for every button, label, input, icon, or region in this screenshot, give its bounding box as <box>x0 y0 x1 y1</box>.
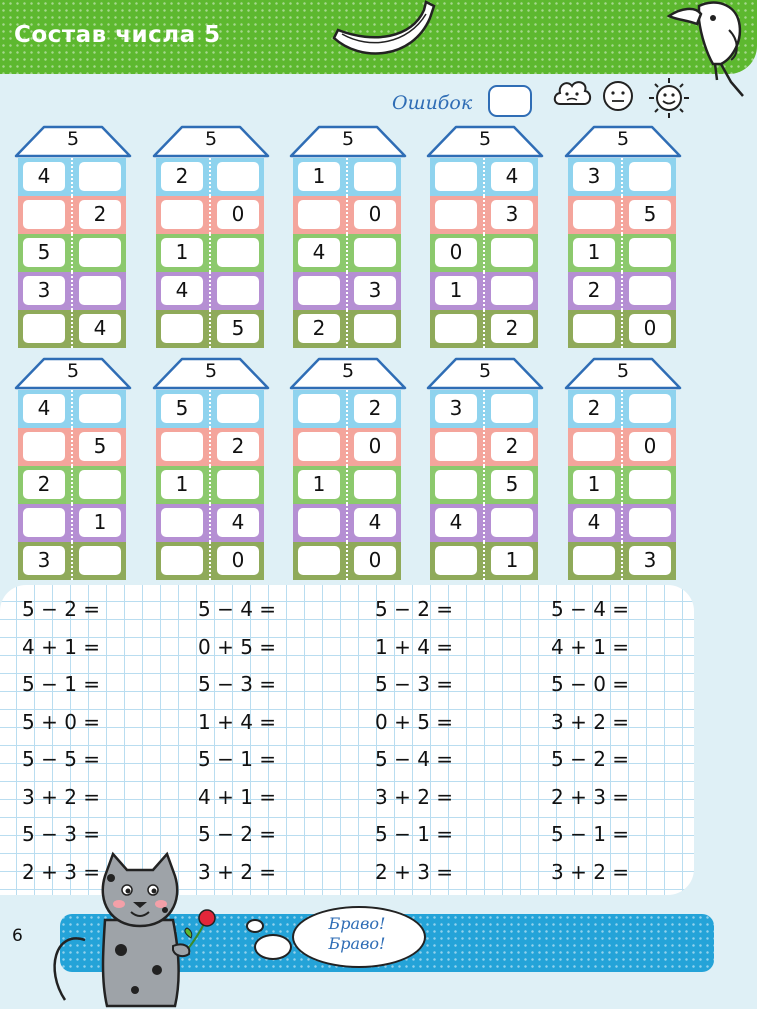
floor-divider <box>483 428 485 466</box>
floor-cell-right: 2 <box>217 432 259 461</box>
floor-divider <box>209 158 211 196</box>
floor-divider <box>209 272 211 310</box>
house-floor <box>293 390 401 428</box>
floor-cell-left[interactable] <box>435 200 477 229</box>
house-floor <box>18 196 126 234</box>
house-floor <box>430 504 538 542</box>
cat-illustration <box>45 850 230 1009</box>
house-floors <box>568 390 676 580</box>
floor-divider <box>346 390 348 428</box>
floor-divider <box>346 158 348 196</box>
floor-cell-right: 4 <box>217 508 259 537</box>
floor-cell-left[interactable] <box>298 432 340 461</box>
bubble-line-1: Браво! <box>328 914 386 933</box>
floor-cell-right[interactable] <box>491 276 533 305</box>
floor-cell-right: 1 <box>79 508 121 537</box>
house-floors <box>156 158 264 348</box>
house-floor <box>293 542 401 580</box>
page-number: 6 <box>12 926 23 946</box>
floor-cell-right[interactable] <box>79 162 121 191</box>
house-floor <box>156 272 264 310</box>
floor-divider <box>621 466 623 504</box>
floor-cell-left[interactable] <box>298 200 340 229</box>
equation[interactable]: 5 − 5 = <box>22 747 101 771</box>
floor-cell-left: 1 <box>298 162 340 191</box>
floor-divider <box>346 272 348 310</box>
floor-divider <box>209 196 211 234</box>
floor-cell-left: 5 <box>161 394 203 423</box>
floor-cell-right: 2 <box>354 394 396 423</box>
roof-number: 5 <box>66 360 80 382</box>
floor-cell-right[interactable] <box>217 470 259 499</box>
floor-cell-left: 4 <box>23 394 65 423</box>
equation[interactable]: 1 + 4 = <box>375 634 454 659</box>
floor-cell-left: 3 <box>573 162 615 191</box>
number-house <box>14 357 132 577</box>
house-floor <box>293 310 401 348</box>
floor-divider <box>621 504 623 542</box>
equation[interactable]: 5 − 3 = <box>375 672 454 696</box>
house-floor <box>568 504 676 542</box>
equation[interactable]: 3 + 2 = <box>551 859 630 884</box>
floor-cell-left: 5 <box>23 238 65 267</box>
house-floor <box>430 466 538 504</box>
equation[interactable]: 5 − 2 = <box>551 747 630 771</box>
floor-divider <box>483 390 485 428</box>
floor-divider <box>71 158 73 196</box>
floor-cell-left: 4 <box>23 162 65 191</box>
house-floor <box>293 428 401 466</box>
number-house <box>426 357 544 577</box>
floor-cell-left[interactable] <box>435 546 477 575</box>
floor-cell-right: 0 <box>629 314 671 343</box>
house-floor <box>430 542 538 580</box>
floor-divider <box>71 196 73 234</box>
banana-icon <box>330 0 445 70</box>
floor-cell-left[interactable] <box>298 508 340 537</box>
floor-divider <box>71 504 73 542</box>
floor-cell-right[interactable] <box>217 162 259 191</box>
header-banner <box>0 0 757 74</box>
equation[interactable]: 5 − 1 = <box>22 672 101 696</box>
house-floor <box>18 158 126 196</box>
roof-number: 5 <box>341 128 355 150</box>
floor-divider <box>621 158 623 196</box>
floor-cell-left: 4 <box>161 276 203 305</box>
equation[interactable]: 5 − 3 = <box>22 822 101 846</box>
floor-cell-left[interactable] <box>23 508 65 537</box>
floor-cell-left[interactable] <box>161 546 203 575</box>
floor-divider <box>346 466 348 504</box>
floor-cell-right[interactable] <box>79 546 121 575</box>
roof-number: 5 <box>66 128 80 150</box>
floor-divider <box>209 504 211 542</box>
house-floor <box>156 196 264 234</box>
equation[interactable]: 5 + 0 = <box>22 709 101 734</box>
floor-cell-left: 4 <box>435 508 477 537</box>
floor-cell-right: 0 <box>354 432 396 461</box>
thought-bubble-dot <box>254 934 292 960</box>
house-floor <box>18 466 126 504</box>
floor-cell-left[interactable] <box>161 314 203 343</box>
floor-divider <box>483 234 485 272</box>
floor-divider <box>483 504 485 542</box>
number-house <box>426 125 544 345</box>
house-floor <box>568 158 676 196</box>
house-floor <box>568 466 676 504</box>
roof-number: 5 <box>616 128 630 150</box>
floor-cell-left[interactable] <box>161 200 203 229</box>
floor-divider <box>346 428 348 466</box>
floor-cell-left[interactable] <box>573 546 615 575</box>
equation[interactable]: 3 + 2 = <box>22 784 101 809</box>
floor-cell-right: 5 <box>79 432 121 461</box>
floor-divider <box>621 272 623 310</box>
floor-divider <box>209 428 211 466</box>
floor-cell-left: 2 <box>23 470 65 499</box>
equation[interactable]: 5 − 2 = <box>198 822 277 846</box>
floor-cell-right[interactable] <box>217 394 259 423</box>
floor-cell-left: 1 <box>573 470 615 499</box>
floor-cell-left: 1 <box>435 276 477 305</box>
floor-divider <box>346 542 348 580</box>
neutral-face-icon[interactable] <box>600 76 636 112</box>
floor-cell-left[interactable] <box>23 432 65 461</box>
house-floor <box>156 504 264 542</box>
floor-divider <box>621 234 623 272</box>
house-floor <box>568 542 676 580</box>
floor-cell-right: 0 <box>354 546 396 575</box>
floor-divider <box>209 466 211 504</box>
floor-cell-left: 1 <box>573 238 615 267</box>
equation[interactable]: 5 − 1 = <box>375 822 454 846</box>
floor-cell-left[interactable] <box>573 314 615 343</box>
floor-cell-right[interactable] <box>354 470 396 499</box>
floor-cell-right[interactable] <box>79 276 121 305</box>
floor-cell-right[interactable] <box>491 238 533 267</box>
floor-divider <box>71 390 73 428</box>
floor-divider <box>209 234 211 272</box>
thought-bubble-dot <box>246 919 264 933</box>
floor-cell-right: 3 <box>629 546 671 575</box>
house-floor <box>156 390 264 428</box>
floor-divider <box>209 390 211 428</box>
floor-cell-right[interactable] <box>629 162 671 191</box>
floor-cell-left: 3 <box>23 276 65 305</box>
floor-cell-right: 0 <box>629 432 671 461</box>
bubble-line-2: Браво! <box>328 934 386 953</box>
equation[interactable]: 3 + 2 = <box>551 709 630 734</box>
floor-divider <box>621 542 623 580</box>
floor-divider <box>483 466 485 504</box>
number-house <box>289 125 407 345</box>
number-house <box>564 125 682 345</box>
equation[interactable]: 5 − 1 = <box>198 747 277 771</box>
floor-cell-left: 2 <box>298 314 340 343</box>
equation[interactable]: 5 − 4 = <box>375 747 454 771</box>
equation[interactable]: 3 + 2 = <box>375 784 454 809</box>
house-floors <box>293 390 401 580</box>
floor-divider <box>346 196 348 234</box>
floor-cell-right: 0 <box>354 200 396 229</box>
floor-cell-left: 0 <box>435 238 477 267</box>
floor-cell-right: 2 <box>79 200 121 229</box>
number-house <box>14 125 132 345</box>
house-floor <box>430 234 538 272</box>
floor-cell-right: 3 <box>491 200 533 229</box>
number-house <box>152 357 270 577</box>
house-floor <box>430 390 538 428</box>
house-floor <box>293 196 401 234</box>
number-house <box>564 357 682 577</box>
errors-count-box[interactable] <box>488 85 532 117</box>
house-floors <box>568 158 676 348</box>
cloud-face-icon[interactable] <box>552 76 592 112</box>
errors-label: Ошибок <box>392 92 473 114</box>
floor-cell-left[interactable] <box>161 508 203 537</box>
equation[interactable]: 5 − 4 = <box>551 597 630 621</box>
house-floor <box>293 504 401 542</box>
floor-divider <box>71 542 73 580</box>
floor-cell-left[interactable] <box>435 432 477 461</box>
floor-divider <box>621 390 623 428</box>
house-floor <box>293 158 401 196</box>
house-floor <box>156 310 264 348</box>
house-floor <box>568 234 676 272</box>
floor-cell-left: 1 <box>161 470 203 499</box>
equation[interactable]: 3 + 2 = <box>198 859 277 884</box>
floor-cell-right[interactable] <box>491 394 533 423</box>
floor-divider <box>621 196 623 234</box>
floor-cell-right[interactable] <box>354 162 396 191</box>
house-floor <box>568 196 676 234</box>
floor-cell-right: 2 <box>491 314 533 343</box>
floor-cell-right[interactable] <box>491 508 533 537</box>
floor-cell-left[interactable] <box>435 314 477 343</box>
house-floor <box>568 390 676 428</box>
house-floors <box>293 158 401 348</box>
floor-cell-right[interactable] <box>629 276 671 305</box>
floor-cell-right[interactable] <box>354 314 396 343</box>
floor-cell-left[interactable] <box>573 432 615 461</box>
house-floor <box>293 466 401 504</box>
house-floor <box>18 542 126 580</box>
floor-cell-right[interactable] <box>79 470 121 499</box>
floor-divider <box>209 542 211 580</box>
house-floor <box>293 272 401 310</box>
equation-column <box>551 597 629 897</box>
floor-cell-right[interactable] <box>217 238 259 267</box>
floor-divider <box>71 428 73 466</box>
floor-cell-left[interactable] <box>298 546 340 575</box>
equation[interactable]: 2 + 3 = <box>375 859 454 884</box>
floor-cell-left: 3 <box>435 394 477 423</box>
sun-face-icon[interactable] <box>644 76 694 120</box>
floor-divider <box>71 310 73 348</box>
roof-number: 5 <box>204 360 218 382</box>
floor-cell-left[interactable] <box>298 394 340 423</box>
house-floor <box>18 428 126 466</box>
house-floor <box>156 542 264 580</box>
floor-divider <box>483 310 485 348</box>
page-title: Состав числа 5 <box>14 22 221 48</box>
floor-divider <box>71 466 73 504</box>
number-house <box>289 357 407 577</box>
roof-number: 5 <box>204 128 218 150</box>
roof-number: 5 <box>616 360 630 382</box>
equation[interactable]: 2 + 3 = <box>22 859 101 884</box>
floor-cell-right: 5 <box>217 314 259 343</box>
house-floor <box>430 158 538 196</box>
floor-cell-left: 2 <box>161 162 203 191</box>
house-floor <box>156 466 264 504</box>
floor-cell-left: 2 <box>573 394 615 423</box>
roof-number: 5 <box>341 360 355 382</box>
floor-cell-left[interactable] <box>161 432 203 461</box>
house-floor <box>156 428 264 466</box>
house-floors <box>18 390 126 580</box>
equation[interactable]: 5 − 2 = <box>375 597 454 621</box>
floor-divider <box>71 234 73 272</box>
floor-cell-right[interactable] <box>629 470 671 499</box>
equation[interactable]: 4 + 1 = <box>22 634 101 659</box>
floor-cell-right: 5 <box>491 470 533 499</box>
house-floor <box>18 234 126 272</box>
floor-cell-left[interactable] <box>435 162 477 191</box>
floor-divider <box>346 234 348 272</box>
house-floors <box>430 158 538 348</box>
equation[interactable]: 5 − 0 = <box>551 672 630 696</box>
house-floors <box>18 158 126 348</box>
floor-cell-left[interactable] <box>23 200 65 229</box>
roof-number: 5 <box>478 360 492 382</box>
house-floor <box>18 390 126 428</box>
floor-cell-left: 2 <box>573 276 615 305</box>
house-floor <box>430 310 538 348</box>
equation[interactable]: 5 − 1 = <box>551 822 630 846</box>
floor-cell-right: 2 <box>491 432 533 461</box>
floor-cell-right: 1 <box>491 546 533 575</box>
floor-cell-left: 3 <box>23 546 65 575</box>
floor-cell-left[interactable] <box>435 470 477 499</box>
house-floor <box>293 234 401 272</box>
equation[interactable]: 4 + 1 = <box>551 634 630 659</box>
floor-cell-left: 4 <box>573 508 615 537</box>
floor-cell-right: 4 <box>79 314 121 343</box>
equation[interactable]: 5 − 4 = <box>198 597 277 621</box>
house-floor <box>18 310 126 348</box>
floor-cell-right[interactable] <box>79 238 121 267</box>
floor-cell-right[interactable] <box>629 394 671 423</box>
house-floor <box>568 272 676 310</box>
equation-column <box>375 597 453 897</box>
house-floor <box>430 428 538 466</box>
floor-divider <box>621 310 623 348</box>
floor-cell-right: 0 <box>217 200 259 229</box>
house-floor <box>156 158 264 196</box>
floor-divider <box>346 310 348 348</box>
floor-cell-right: 4 <box>354 508 396 537</box>
floor-divider <box>346 504 348 542</box>
floor-cell-left[interactable] <box>298 276 340 305</box>
floor-divider <box>483 542 485 580</box>
floor-cell-left: 1 <box>161 238 203 267</box>
floor-divider <box>71 272 73 310</box>
house-floors <box>430 390 538 580</box>
house-floor <box>18 272 126 310</box>
equation[interactable]: 0 + 5 = <box>198 634 277 659</box>
equation[interactable]: 0 + 5 = <box>375 709 454 734</box>
floor-cell-right[interactable] <box>79 394 121 423</box>
speech-bubble-text <box>292 914 422 954</box>
house-floor <box>156 234 264 272</box>
floor-cell-left[interactable] <box>23 314 65 343</box>
equation[interactable]: 5 − 3 = <box>198 672 277 696</box>
equation[interactable]: 1 + 4 = <box>198 709 277 734</box>
house-floor <box>430 272 538 310</box>
number-house <box>152 125 270 345</box>
floor-cell-left[interactable] <box>573 200 615 229</box>
floor-cell-left: 1 <box>298 470 340 499</box>
floor-cell-right: 0 <box>217 546 259 575</box>
floor-cell-right: 5 <box>629 200 671 229</box>
floor-cell-right: 3 <box>354 276 396 305</box>
floor-cell-right[interactable] <box>217 276 259 305</box>
floor-divider <box>483 272 485 310</box>
equation[interactable]: 2 + 3 = <box>551 784 630 809</box>
floor-divider <box>621 428 623 466</box>
house-floors <box>156 390 264 580</box>
floor-cell-left: 4 <box>298 238 340 267</box>
floor-cell-right[interactable] <box>629 508 671 537</box>
equation[interactable]: 5 − 2 = <box>22 597 101 621</box>
floor-divider <box>483 158 485 196</box>
floor-cell-right[interactable] <box>354 238 396 267</box>
floor-divider <box>209 310 211 348</box>
house-floor <box>568 428 676 466</box>
equation[interactable]: 4 + 1 = <box>198 784 277 809</box>
floor-cell-right[interactable] <box>629 238 671 267</box>
floor-divider <box>483 196 485 234</box>
floor-cell-right: 4 <box>491 162 533 191</box>
house-floor <box>18 504 126 542</box>
house-floor <box>430 196 538 234</box>
roof-number: 5 <box>478 128 492 150</box>
house-floor <box>568 310 676 348</box>
